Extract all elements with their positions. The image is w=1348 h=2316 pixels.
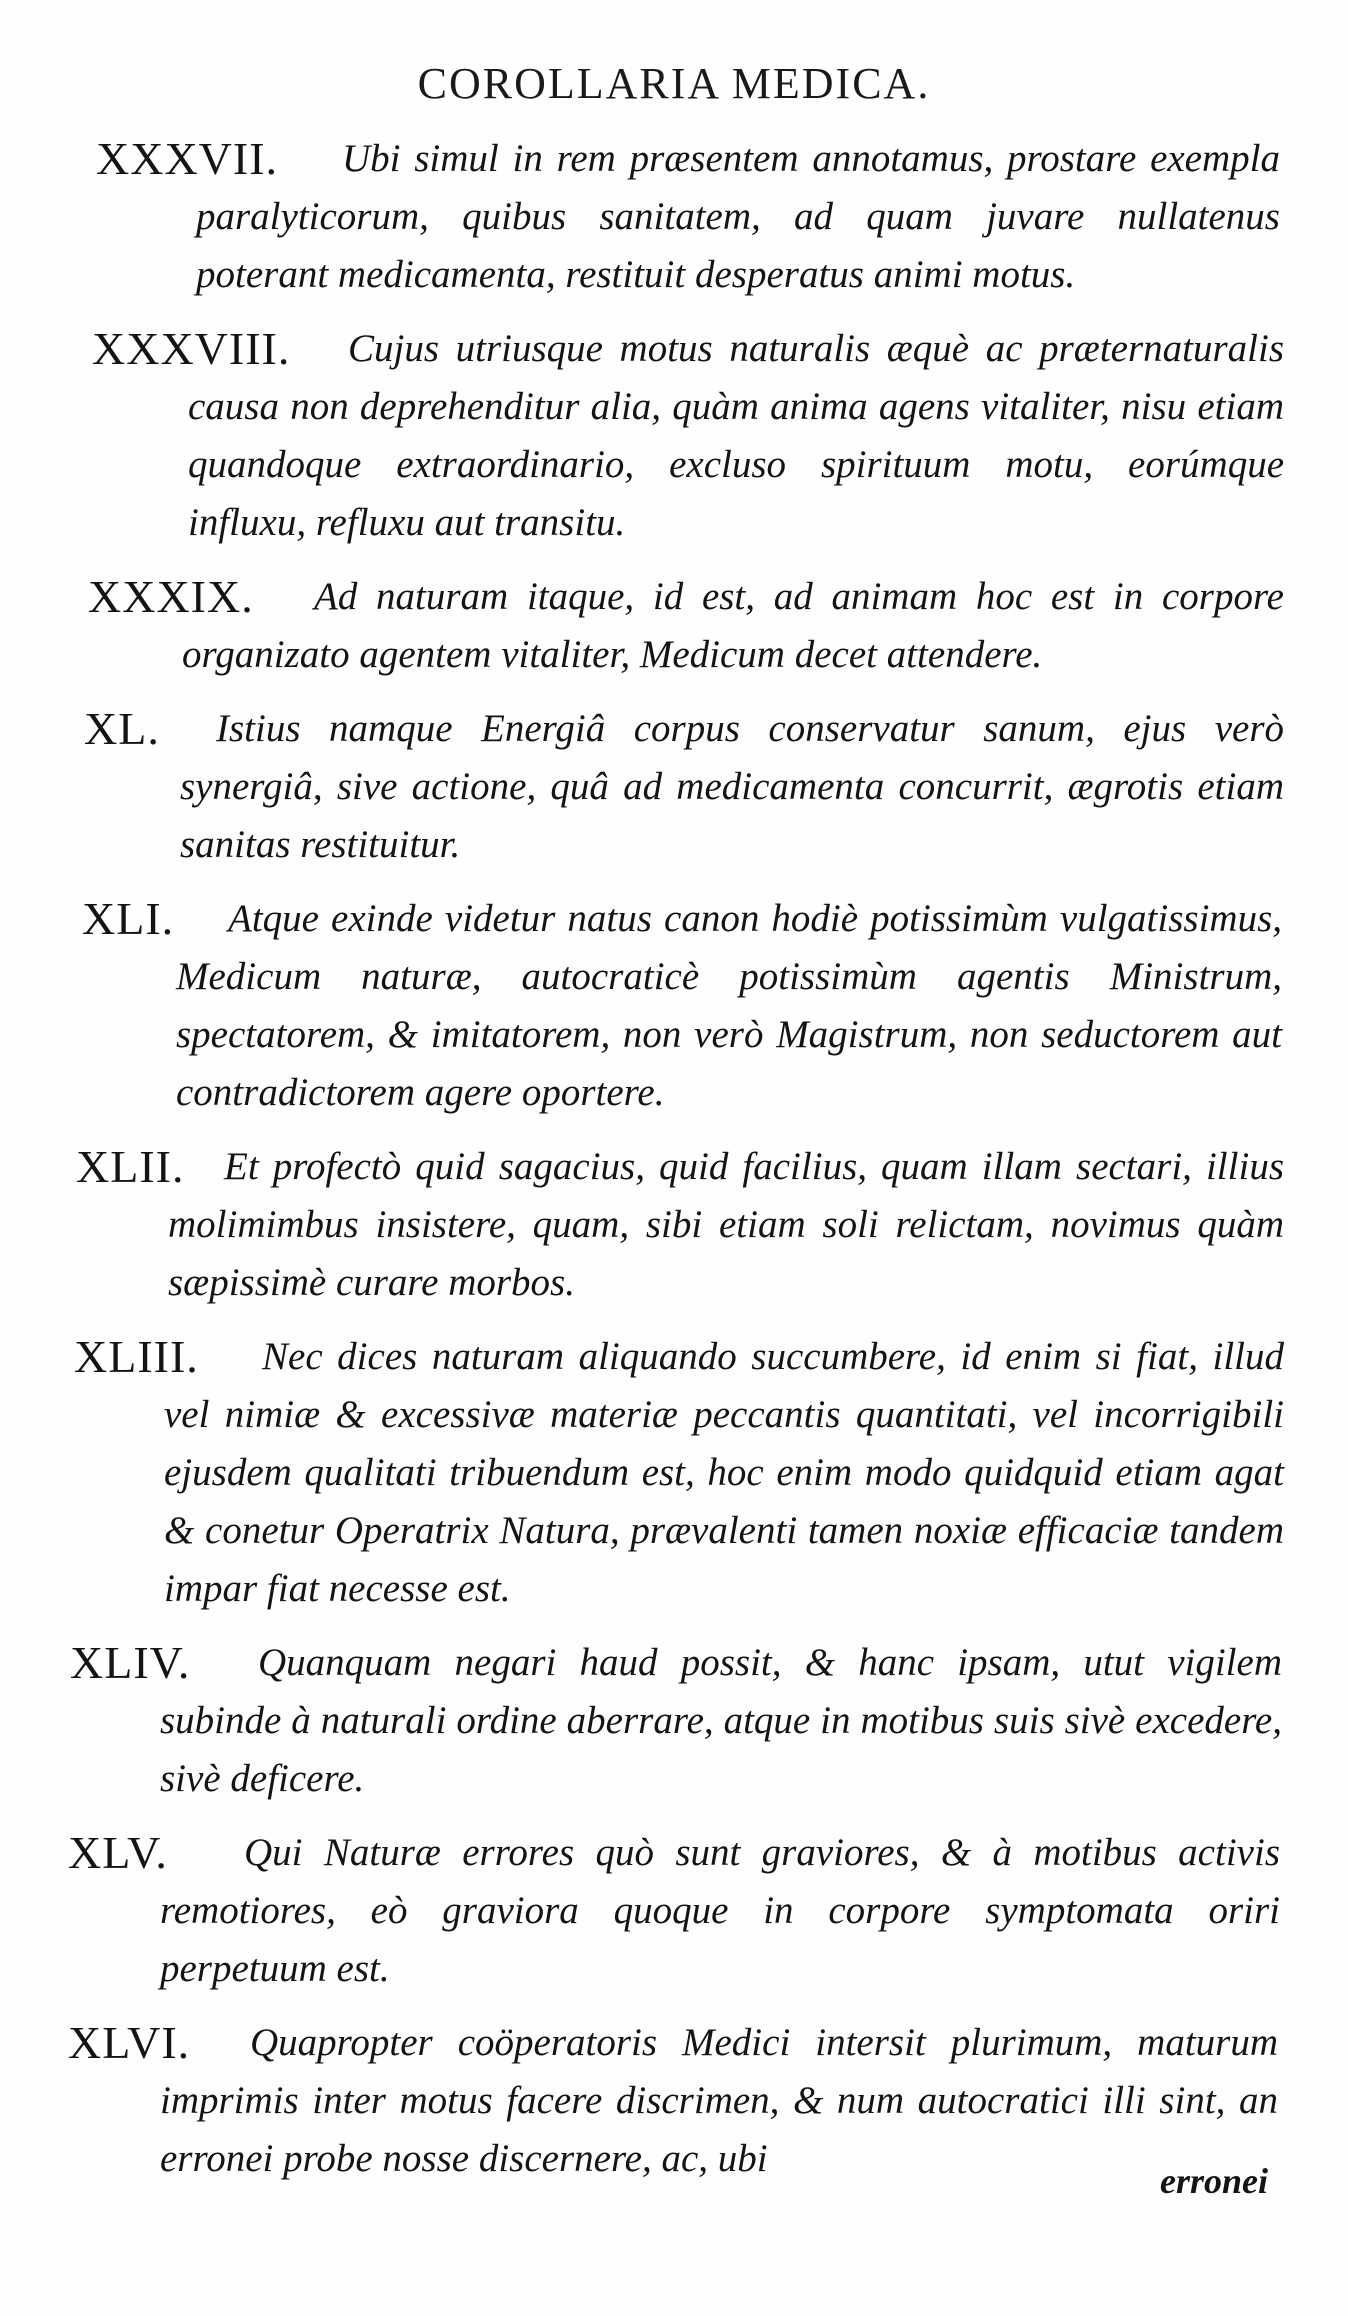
entry-text: Quanquam negari haud possit, & hanc ipsam, utut vigilem subinde à naturali ordine aberrare, atque in motibus suis sivè excedere, sivè deficere. (160, 1641, 1282, 1800)
corollary-entry (0, 320, 1348, 552)
entry-numeral: XLII. (76, 1141, 185, 1192)
entry-numeral: XXXIX. (88, 571, 254, 622)
corollary-entry (0, 1824, 1348, 1998)
entry-numeral: XLV. (68, 1827, 168, 1878)
running-head: COROLLARIA MEDICA. (417, 59, 931, 108)
corollary-entry (0, 700, 1348, 874)
entry-text: Ubi simul in rem præsentem annotamus, prostare exempla paralyticorum, quibus sanitatem, ad quam juvare nullatenus poterant medicamenta, restituit desperatus animi motus. (196, 137, 1280, 296)
corollary-entry (0, 1138, 1348, 1312)
entry-text: Atque exinde videtur natus canon hodiè potissimùm vulgatissimus, Medicum naturæ, autocraticè potissimùm agentis Ministrum, spectatorem, & imitatorem, non verò Magistrum, non seductorem aut contradictorem agere oportere. (176, 897, 1282, 1114)
entry-numeral: XLVI. (68, 2017, 191, 2068)
entry-text: Et profectò quid sagacius, quid facilius, quam illam sectari, illius molimimbus insistere, quam, sibi etiam soli relictam, novimus quàm sæpissimè curare morbos. (168, 1145, 1284, 1304)
entry-numeral: XXXVII. (96, 133, 279, 184)
entry-numeral: XLI. (82, 893, 175, 944)
entry-text: Quapropter coöperatoris Medici intersit plurimum, maturum imprimis inter motus facere discrimen, & num autocratici illi sint, an erronei probe nosse discernere, ac, ubi (160, 2021, 1278, 2180)
entry-numeral: XLIV. (70, 1637, 191, 1688)
entry-text: Qui Naturæ errores quò sunt graviores, & à motibus activis remotiores, eò graviora quoque in corpore symptomata oriri perpetuum est. (160, 1831, 1280, 1990)
entry-text: Cujus utriusque motus naturalis æquè ac præternaturalis causa non deprehenditur alia, quàm anima agens vitaliter, nisu etiam quandoque extraordinario, excluso spirituum motu, eorúmque influxu, refluxu aut transitu. (188, 327, 1284, 544)
corollaria-list (0, 130, 1348, 2204)
entry-text: Nec dices naturam aliquando succumbere, id enim si fiat, illud vel nimiæ & excessivæ materiæ peccantis quantitati, vel incorrigibili ejusdem qualitati tribuendum est, hoc enim modo quidquid etiam agat & conetur Operatrix Natura, prævalenti tamen noxiæ efficaciæ tandem impar fiat necesse est. (164, 1335, 1284, 1610)
corollary-entry (0, 568, 1348, 684)
corollary-entry (0, 1328, 1348, 1618)
entry-numeral: XLIII. (74, 1331, 199, 1382)
entry-numeral: XL. (84, 703, 160, 754)
entry-numeral: XXXVIII. (92, 323, 291, 374)
corollary-entry (0, 2014, 1348, 2188)
entry-text: Ad naturam itaque, id est, ad animam hoc est in corpore organizato agentem vitaliter, Medicum decet attendere. (182, 575, 1284, 676)
corollary-entry (0, 1634, 1348, 1808)
entry-text: Istius namque Energiâ corpus conservatur sanum, ejus verò synergiâ, sive actione, quâ ad medicamenta concurrit, ægrotis etiam sanitas restituitur. (180, 707, 1284, 866)
corollary-entry (0, 890, 1348, 1122)
catchword: erronei (1160, 2161, 1268, 2201)
corollary-entry (0, 130, 1348, 304)
